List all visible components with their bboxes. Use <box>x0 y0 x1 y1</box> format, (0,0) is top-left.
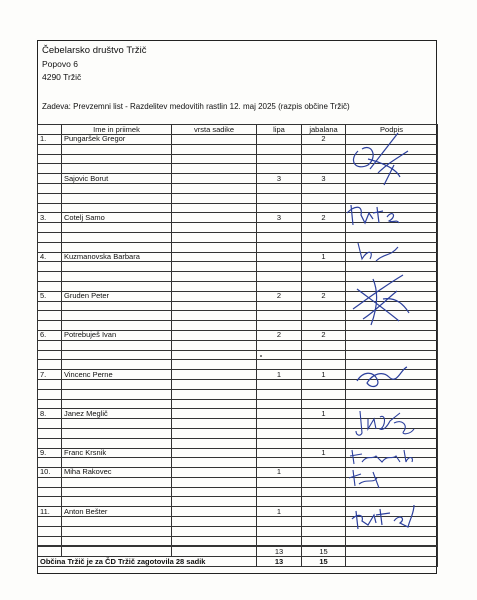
row-number: 4. <box>38 252 62 262</box>
blank-cell <box>172 458 257 468</box>
blank-cell <box>62 360 172 370</box>
blank-cell <box>62 183 172 193</box>
blank-cell <box>257 232 302 242</box>
pen-mark <box>260 355 262 357</box>
blank-cell <box>302 193 346 203</box>
lipa-count: 3 <box>257 213 302 223</box>
blank-cell <box>302 223 346 233</box>
blank-cell <box>172 360 257 370</box>
plant-type <box>172 370 257 380</box>
blank-cell <box>172 154 257 164</box>
person-name: Janez Meglič <box>62 409 172 419</box>
header-no <box>38 125 62 135</box>
blank-cell <box>38 458 62 468</box>
blank-cell <box>62 428 172 438</box>
blank-cell <box>62 232 172 242</box>
blank-cell <box>257 399 302 409</box>
row-number: 5. <box>38 291 62 301</box>
blank-cell <box>172 272 257 282</box>
lipa-count <box>257 448 302 458</box>
plant-type <box>172 174 257 184</box>
blank-cell <box>257 144 302 154</box>
blank-cell <box>172 477 257 487</box>
blank-cell <box>172 232 257 242</box>
blank-cell <box>257 419 302 429</box>
total-jabalana: 15 <box>302 547 346 557</box>
blank-cell <box>62 262 172 272</box>
blank-cell <box>257 477 302 487</box>
header-jabalana: jabalana <box>302 125 346 135</box>
blank-cell <box>172 223 257 233</box>
blank-cell <box>38 517 62 527</box>
blank-cell <box>302 517 346 527</box>
blank-cell <box>257 301 302 311</box>
header-signature: Podpis <box>346 125 438 135</box>
org-city: 4290 Tržič <box>42 72 82 82</box>
blank-cell <box>172 419 257 429</box>
header-type: vrsta sadike <box>172 125 257 135</box>
subject-line: Zadeva: Prevzemni list - Razdelitev medovitih rastlin 12. maj 2025 (razpis občine Tržič) <box>42 102 350 111</box>
blank-cell <box>172 301 257 311</box>
blank-cell <box>172 438 257 448</box>
blank-cell <box>62 193 172 203</box>
footer-note: Občina Tržič je za ČD Tržič zagotovila 28 sadik <box>38 557 257 567</box>
lipa-count: 2 <box>257 291 302 301</box>
signature-5 <box>343 269 423 329</box>
person-name: Miha Rakovec <box>62 468 172 478</box>
blank-cell <box>172 399 257 409</box>
jabalana-count: 2 <box>302 213 346 223</box>
person-name: Cotelj Samo <box>62 213 172 223</box>
jabalana-count: 1 <box>302 448 346 458</box>
blank-cell <box>172 203 257 213</box>
signature-10 <box>343 466 403 492</box>
blank-cell <box>172 164 257 174</box>
blank-cell <box>257 389 302 399</box>
blank-cell <box>172 262 257 272</box>
signature-4 <box>350 239 410 269</box>
blank-cell <box>172 183 257 193</box>
org-street: Popovo 6 <box>42 59 78 69</box>
blank-cell <box>302 262 346 272</box>
blank-cell <box>302 477 346 487</box>
person-name: Vincenc Perne <box>62 370 172 380</box>
blank-cell <box>302 497 346 507</box>
person-name: Gruden Peter <box>62 291 172 301</box>
blank-cell <box>172 379 257 389</box>
blank-cell <box>257 487 302 497</box>
plant-type <box>172 468 257 478</box>
blank-cell <box>257 526 302 536</box>
row-number: 10. <box>38 468 62 478</box>
blank-cell <box>38 389 62 399</box>
plant-type <box>172 252 257 262</box>
blank-cell <box>62 340 172 350</box>
person-name: Pungaršek Gregor <box>62 135 172 145</box>
blank-cell <box>302 350 346 360</box>
blank-cell <box>302 311 346 321</box>
blank-cell <box>172 242 257 252</box>
blank-row <box>38 340 438 350</box>
blank-cell <box>257 281 302 291</box>
blank-cell <box>302 203 346 213</box>
blank-cell <box>346 350 438 360</box>
row-number <box>38 174 62 184</box>
blank-cell <box>257 458 302 468</box>
person-name: Anton Bešter <box>62 507 172 517</box>
signature-11 <box>348 501 418 535</box>
blank-cell <box>62 301 172 311</box>
blank-cell <box>38 183 62 193</box>
totals-row <box>38 547 438 557</box>
blank-cell <box>38 232 62 242</box>
blank-cell <box>38 526 62 536</box>
blank-cell <box>172 487 257 497</box>
blank-cell <box>38 487 62 497</box>
blank-cell <box>62 154 172 164</box>
person-name: Kuzmanovska Barbara <box>62 252 172 262</box>
signature-1 <box>338 129 428 189</box>
jabalana-count: 2 <box>302 291 346 301</box>
lipa-count: 3 <box>257 174 302 184</box>
blank-cell <box>257 272 302 282</box>
jabalana-count: 1 <box>302 370 346 380</box>
blank-cell <box>257 193 302 203</box>
jabalana-count: 1 <box>302 252 346 262</box>
blank-cell <box>172 144 257 154</box>
blank-cell <box>62 536 172 546</box>
blank-cell <box>62 487 172 497</box>
blank-cell <box>38 321 62 331</box>
blank-cell <box>172 340 257 350</box>
header-lipa: lipa <box>257 125 302 135</box>
blank-cell <box>62 379 172 389</box>
blank-cell <box>302 428 346 438</box>
blank-cell <box>302 301 346 311</box>
plant-type <box>172 213 257 223</box>
blank-cell <box>38 154 62 164</box>
blank-cell <box>62 350 172 360</box>
lipa-count: 1 <box>257 468 302 478</box>
person-name: Franc Krsnik <box>62 448 172 458</box>
blank-cell <box>38 272 62 282</box>
blank-cell <box>38 497 62 507</box>
blank-cell <box>257 311 302 321</box>
plant-type <box>172 409 257 419</box>
blank-cell <box>302 321 346 331</box>
blank-cell <box>346 536 438 546</box>
jabalana-count: 3 <box>302 174 346 184</box>
blank-cell <box>62 223 172 233</box>
blank-cell <box>302 360 346 370</box>
blank-cell <box>302 536 346 546</box>
blank-cell <box>62 203 172 213</box>
blank-cell <box>257 497 302 507</box>
blank-cell <box>172 526 257 536</box>
row-number: 11. <box>38 507 62 517</box>
blank-cell <box>38 223 62 233</box>
signature-7 <box>353 363 413 391</box>
blank-cell <box>172 536 257 546</box>
blank-cell <box>302 242 346 252</box>
lipa-count: 1 <box>257 507 302 517</box>
blank-cell <box>257 242 302 252</box>
blank-cell <box>302 419 346 429</box>
blank-cell <box>302 232 346 242</box>
blank-cell <box>62 438 172 448</box>
blank-cell <box>257 536 302 546</box>
blank-cell <box>302 281 346 291</box>
blank-cell <box>62 321 172 331</box>
blank-cell <box>62 399 172 409</box>
blank-cell <box>302 389 346 399</box>
blank-cell <box>172 281 257 291</box>
blank-cell <box>172 321 257 331</box>
blank-cell <box>38 144 62 154</box>
blank-row <box>38 536 438 546</box>
blank-cell <box>172 497 257 507</box>
blank-cell <box>38 242 62 252</box>
person-name: Sajovic Borut <box>62 174 172 184</box>
document-sheet <box>37 40 437 574</box>
blank-cell <box>62 389 172 399</box>
lipa-count <box>257 252 302 262</box>
blank-cell <box>38 281 62 291</box>
lipa-count: 2 <box>257 330 302 340</box>
blank-cell <box>62 242 172 252</box>
blank-cell <box>172 193 257 203</box>
plant-type <box>172 448 257 458</box>
blank-cell <box>38 379 62 389</box>
plant-type <box>172 330 257 340</box>
blank-cell <box>302 526 346 536</box>
header-name: Ime in priimek <box>62 125 172 135</box>
blank-cell <box>38 477 62 487</box>
blank-cell <box>302 399 346 409</box>
blank-cell <box>38 203 62 213</box>
blank-row <box>38 350 438 360</box>
blank-cell <box>62 477 172 487</box>
blank-cell <box>172 428 257 438</box>
footer-jabalana: 15 <box>302 557 346 567</box>
blank-cell <box>38 311 62 321</box>
blank-cell <box>302 379 346 389</box>
blank-cell <box>38 428 62 438</box>
blank-cell <box>172 517 257 527</box>
row-number: 8. <box>38 409 62 419</box>
totals-table <box>37 546 438 567</box>
blank-cell <box>62 526 172 536</box>
blank-cell <box>38 350 62 360</box>
blank-cell <box>62 272 172 282</box>
person-name: Potrebuješ Ivan <box>62 330 172 340</box>
jabalana-count: 2 <box>302 135 346 145</box>
blank-cell <box>38 164 62 174</box>
blank-cell <box>172 389 257 399</box>
blank-cell <box>38 301 62 311</box>
blank-cell <box>257 438 302 448</box>
total-lipa: 13 <box>257 547 302 557</box>
blank-cell <box>257 517 302 527</box>
table-row <box>38 330 438 340</box>
blank-cell <box>38 399 62 409</box>
lipa-count <box>257 135 302 145</box>
blank-cell <box>38 262 62 272</box>
blank-cell <box>62 144 172 154</box>
blank-cell <box>257 379 302 389</box>
blank-cell <box>257 154 302 164</box>
signature-9 <box>348 444 418 468</box>
blank-cell <box>62 281 172 291</box>
blank-cell <box>257 350 302 360</box>
row-number: 3. <box>38 213 62 223</box>
blank-cell <box>346 340 438 350</box>
blank-cell <box>302 438 346 448</box>
jabalana-count <box>302 507 346 517</box>
signature-cell <box>346 330 438 340</box>
blank-cell <box>62 311 172 321</box>
blank-cell <box>62 419 172 429</box>
blank-cell <box>62 517 172 527</box>
signature-3 <box>343 199 423 229</box>
blank-cell <box>38 360 62 370</box>
blank-cell <box>38 536 62 546</box>
blank-cell <box>257 360 302 370</box>
blank-cell <box>172 311 257 321</box>
blank-cell <box>257 340 302 350</box>
row-number: 7. <box>38 370 62 380</box>
lipa-count: 1 <box>257 370 302 380</box>
blank-cell <box>257 223 302 233</box>
lipa-count <box>257 409 302 419</box>
blank-cell <box>62 497 172 507</box>
org-name: Čebelarsko društvo Tržič <box>42 45 147 56</box>
row-number: 6. <box>38 330 62 340</box>
jabalana-count: 1 <box>302 409 346 419</box>
row-number: 9. <box>38 448 62 458</box>
blank-cell <box>62 458 172 468</box>
blank-cell <box>257 203 302 213</box>
jabalana-count: 2 <box>302 330 346 340</box>
plant-type <box>172 291 257 301</box>
blank-cell <box>38 438 62 448</box>
blank-cell <box>257 183 302 193</box>
blank-cell <box>172 350 257 360</box>
blank-cell <box>302 458 346 468</box>
plant-type <box>172 135 257 145</box>
plant-type <box>172 507 257 517</box>
blank-cell <box>38 419 62 429</box>
blank-cell <box>302 272 346 282</box>
blank-cell <box>257 262 302 272</box>
footer-lipa: 13 <box>257 557 302 567</box>
blank-cell <box>257 321 302 331</box>
footer-row <box>38 557 438 567</box>
signature-8 <box>350 405 420 441</box>
jabalana-count <box>302 468 346 478</box>
blank-cell <box>302 487 346 497</box>
blank-cell <box>302 340 346 350</box>
blank-cell <box>38 340 62 350</box>
blank-cell <box>62 164 172 174</box>
blank-cell <box>257 164 302 174</box>
blank-cell <box>257 428 302 438</box>
row-number: 1. <box>38 135 62 145</box>
blank-cell <box>38 193 62 203</box>
